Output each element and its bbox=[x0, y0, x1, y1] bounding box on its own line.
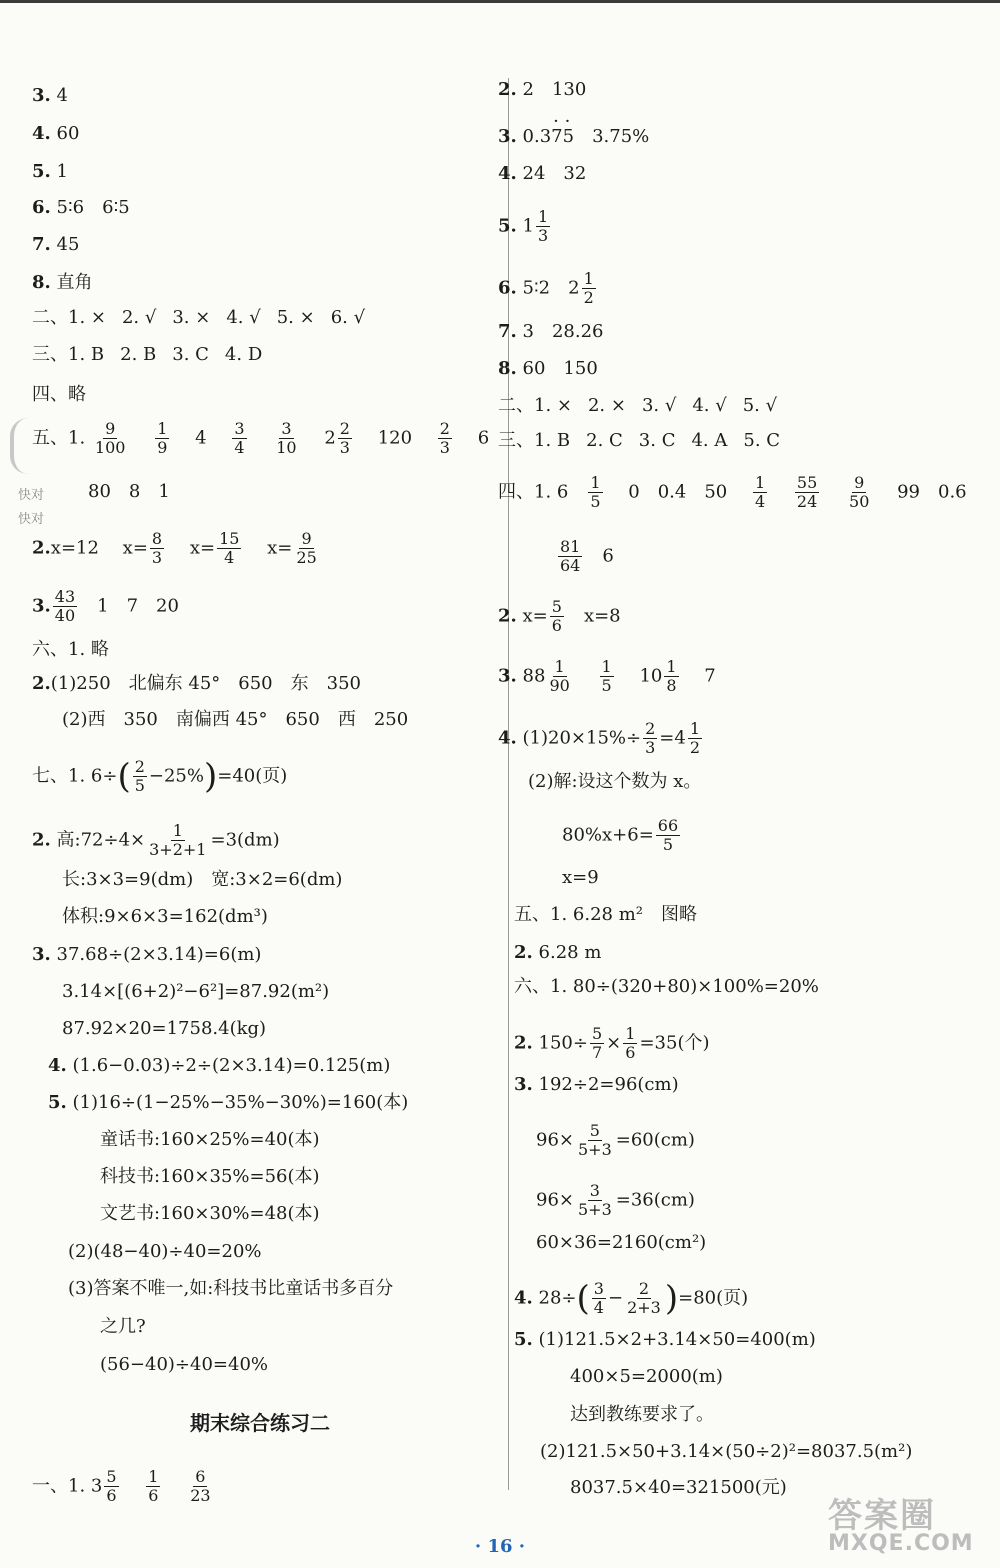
answer-line: 8037.5×40=321500(元) bbox=[570, 1477, 787, 1498]
answer-line: 2.(1)250 北偏东 45° 650 东 350 bbox=[32, 673, 361, 694]
answer-line: 达到教练要求了。 bbox=[570, 1404, 714, 1425]
answer-line: (3)答案不唯一,如:科技书比童话书多百分 bbox=[68, 1278, 394, 1299]
corner-watermark-logo: 答案圈 MXQE.COM bbox=[828, 1496, 974, 1556]
answer-line: 6. 5∶6 6∶5 bbox=[32, 197, 130, 218]
answer-line: 7. 3 28.26 bbox=[498, 321, 604, 342]
answer-line: 80%x+6= $\frac{66}{5}$ bbox=[562, 816, 679, 854]
answer-line: 五、1. $\frac{9}{100}$ $\frac{1}{9}$ 4 $\frac{3}{4}$ $\frac{3}{10}$ 2 $\frac{2}{3}$ 120 $\frac{2}{3}$ 6 bbox=[32, 419, 490, 457]
answer-line: (2)121.5×50+3.14×(50÷2)²=8037.5(m²) bbox=[540, 1441, 913, 1462]
answer-line: 2. 高:72÷4× $\frac{1}{3+2+1}$ =3(dm) bbox=[32, 821, 280, 859]
section-title: 期末综合练习二 bbox=[190, 1411, 330, 1435]
answer-line: 3.14×[(6+2)²−6²]=87.92(m²) bbox=[62, 981, 330, 1002]
answer-line: 三、1. B 2. B 3. C 4. D bbox=[32, 344, 263, 365]
answer-line: 二、1. × 2. × 3. √ 4. √ 5. √ bbox=[498, 395, 778, 416]
answer-line: 8. 60 150 bbox=[498, 358, 598, 379]
watermark-text: 快对 快对 bbox=[18, 488, 45, 527]
top-border bbox=[0, 0, 1000, 3]
answer-line: 2. 150÷ $\frac{5}{7}$ × $\frac{1}{6}$ =35(个) bbox=[514, 1024, 710, 1062]
answer-line: 3. $\frac{43}{40}$ 1 7 20 bbox=[32, 587, 179, 625]
answer-line: 2. 2 130 bbox=[498, 79, 587, 100]
answer-line: 五、1. 6.28 m² 图略 bbox=[514, 904, 697, 925]
answer-line: 96× $\frac{3}{5+3}$ =36(cm) bbox=[536, 1181, 695, 1219]
answer-line: 4. (1.6−0.03)÷2÷(2×3.14)=0.125(m) bbox=[48, 1055, 391, 1076]
answer-line: 童话书:160×25%=40(本) bbox=[100, 1129, 320, 1150]
answer-line: 文艺书:160×30%=48(本) bbox=[100, 1203, 320, 1224]
answer-line: 3. 0.3· 7· 5 3.75% bbox=[498, 125, 649, 149]
answer-line: 5. 1 $\frac{1}{3}$ bbox=[498, 207, 549, 245]
answer-line: 5. (1)121.5×2+3.14×50=400(m) bbox=[514, 1329, 816, 1350]
answer-line: 科技书:160×35%=56(本) bbox=[100, 1166, 320, 1187]
page-number: · 16 · bbox=[474, 1536, 526, 1557]
answer-line: 5. 1 bbox=[32, 161, 68, 182]
answer-line: 3. 88 $\frac{1}{90}$ $\frac{1}{5}$ 10 $\frac{1}{8}$ 7 bbox=[498, 657, 716, 695]
answer-line: (2)(48−40)÷40=20% bbox=[68, 1241, 262, 1262]
answer-line: 8. 直角 bbox=[32, 272, 93, 293]
answer-line: 二、1. × 2. √ 3. × 4. √ 5. × 6. √ bbox=[32, 307, 366, 328]
answer-line: 2. x= $\frac{5}{6}$ x=8 bbox=[498, 597, 621, 635]
answer-line: 400×5=2000(m) bbox=[570, 1366, 723, 1387]
answer-line: (2)西 350 南偏西 45° 650 西 250 bbox=[62, 709, 409, 730]
answer-line: 4. 60 bbox=[32, 123, 80, 144]
answer-line: 体积:9×6×3=162(dm³) bbox=[62, 906, 268, 927]
answer-line: 80 8 1 bbox=[88, 481, 170, 502]
answer-line: 6. 5∶2 2 $\frac{1}{2}$ bbox=[498, 269, 594, 307]
answer-line: 60×36=2160(cm²) bbox=[536, 1232, 707, 1253]
answer-line: 六、1. 80÷(320+80)×100%=20% bbox=[514, 976, 819, 997]
answer-line: 四、1. 6 $\frac{1}{5}$ 0 0.4 50 $\frac{1}{4}$ $\frac{55}{24}$ $\frac{9}{50}$ 99 0.6 bbox=[498, 473, 967, 511]
answer-line: 四、略 bbox=[32, 384, 86, 405]
answer-line: 4. 24 32 bbox=[498, 163, 587, 184]
answer-line: x=9 bbox=[562, 867, 599, 888]
answer-line: 3. 37.68÷(2×3.14)=6(m) bbox=[32, 944, 262, 965]
answer-line: 4. (1)20×15%÷ $\frac{2}{3}$ =4 $\frac{1}{2}$ bbox=[498, 719, 701, 757]
answer-line: 3. 4 bbox=[32, 85, 68, 106]
answer-line: 3. 192÷2=96(cm) bbox=[514, 1074, 679, 1095]
answer-line: 三、1. B 2. C 3. C 4. A 5. C bbox=[498, 430, 781, 451]
answer-line: $\frac{81}{64}$ 6 bbox=[560, 537, 614, 575]
answer-line: (56−40)÷40=40% bbox=[100, 1354, 269, 1375]
answer-line: 长:3×3=9(dm) 宽:3×2=6(dm) bbox=[62, 869, 343, 890]
answer-line: 2.x=12 x= $\frac{8}{3}$ x= $\frac{15}{4}$ x= $\frac{9}{25}$ bbox=[32, 529, 317, 567]
answer-line: 96× $\frac{5}{5+3}$ =60(cm) bbox=[536, 1121, 695, 1159]
answer-line: 5. (1)16÷(1−25%−35%−30%)=160(本) bbox=[48, 1092, 409, 1113]
answer-line: 87.92×20=1758.4(kg) bbox=[62, 1018, 267, 1039]
answer-line: (2)解:设这个数为 x。 bbox=[528, 771, 702, 792]
answer-line: 4. 28÷( $\frac{3}{4}$ − $\frac{2}{2+3}$ )=80(页) bbox=[514, 1278, 749, 1319]
answer-line: 之几? bbox=[100, 1316, 146, 1337]
answer-line: 一、1. 3 $\frac{5}{6}$ $\frac{1}{6}$ $\frac{6}{23}$ bbox=[32, 1467, 211, 1505]
answer-line: 六、1. 略 bbox=[32, 639, 109, 660]
answer-line: 7. 45 bbox=[32, 234, 80, 255]
answer-line: 2. 6.28 m bbox=[514, 942, 602, 963]
answer-line: 七、1. 6÷( $\frac{2}{5}$ −25%)=40(页) bbox=[32, 756, 288, 797]
